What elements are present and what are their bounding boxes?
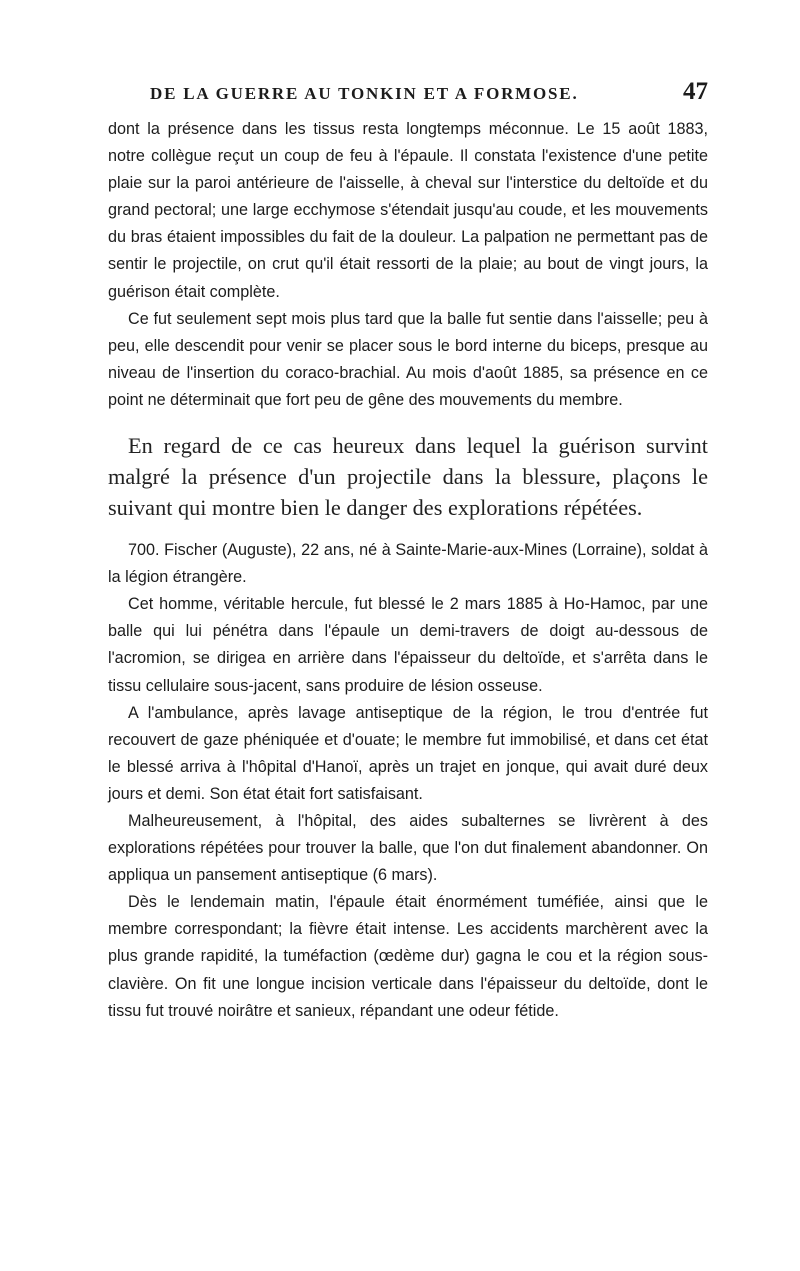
- emphasis-paragraph: En regard de ce cas heureux dans lequel la guérison survint malgré la présence d'un projectile dans la blessure, plaçons le suivant qui montre bien le danger des explorations répétées.: [108, 433, 708, 521]
- running-head: DE LA GUERRE AU TONKIN ET A FORMOSE.: [150, 84, 579, 103]
- page-number: 47: [683, 78, 708, 105]
- case-paragraph: Dès le lendemain matin, l'épaule était énormément tuméfiée, ainsi que le membre correspondant; la fièvre était intense. Les accidents marchèrent avec la plus grande rapidité, la tuméfaction (œdème dur) gagna le cou et la région sous-clavière. On fit une longue incision verticale dans l'épaisseur du deltoïde, dont le tissu fut trouvé noirâtre et sanieux, répandant une odeur fétide.: [108, 893, 708, 1020]
- case-paragraph: Cet homme, véritable hercule, fut blessé le 2 mars 1885 à Ho-Hamoc, par une balle qui lui pénétra dans l'épaule un demi-travers de doigt au-dessous de l'acromion, se dirigea en arrière dans l'épaisseur du deltoïde, et s'arrêta dans le tissu cellulaire sous-jacent, sans produire de lésion osseuse.: [108, 595, 708, 695]
- page-body: [108, 116, 708, 1025]
- paragraph-continuation: dont la présence dans les tissus resta longtemps méconnue. Le 15 août 1883, notre collègue reçut un coup de feu à l'épaule. Il constata l'existence d'une petite plaie sur la paroi antérieure de l'aisselle, à cheval sur l'interstice du deltoïde et du grand pectoral; une large ecchymose s'étendait jusqu'au coude, et les mouvements du bras étaient impossibles du fait de la douleur. La palpation ne permettant pas de sentir le projectile, on crut qu'il était ressorti de la plaie; au bout de vingt jours, la guérison était complète.: [108, 120, 708, 301]
- case-paragraph: Malheureusement, à l'hôpital, des aides subalternes se livrèrent à des explorations répétées pour trouver la balle, que l'on dut finalement abandonner. On appliqua un pansement antiseptique (6 mars).: [108, 811, 708, 885]
- paragraph: Ce fut seulement sept mois plus tard que la balle fut sentie dans l'aisselle; peu à peu, elle descendit pour venir se placer sous le bord interne du biceps, presque au niveau de l'insertion du coraco-brachial. Au mois d'août 1885, sa présence en ce point ne déterminait que fort peu de gêne des mouvements du membre.: [108, 309, 708, 409]
- page-header: [150, 78, 708, 108]
- case-heading: 700. Fischer (Auguste), 22 ans, né à Sainte-Marie-aux-Mines (Lorraine), soldat à la légion étrangère.: [108, 541, 708, 587]
- case-paragraph: A l'ambulance, après lavage antiseptique de la région, le trou d'entrée fut recouvert de gaze phéniquée et d'ouate; le membre fut immobilisé, et dans cet état le blessé arriva à l'hôpital d'Hanoï, après un trajet en jonque, qui avait duré deux jours et demi. Son état était fort satisfaisant.: [108, 703, 708, 803]
